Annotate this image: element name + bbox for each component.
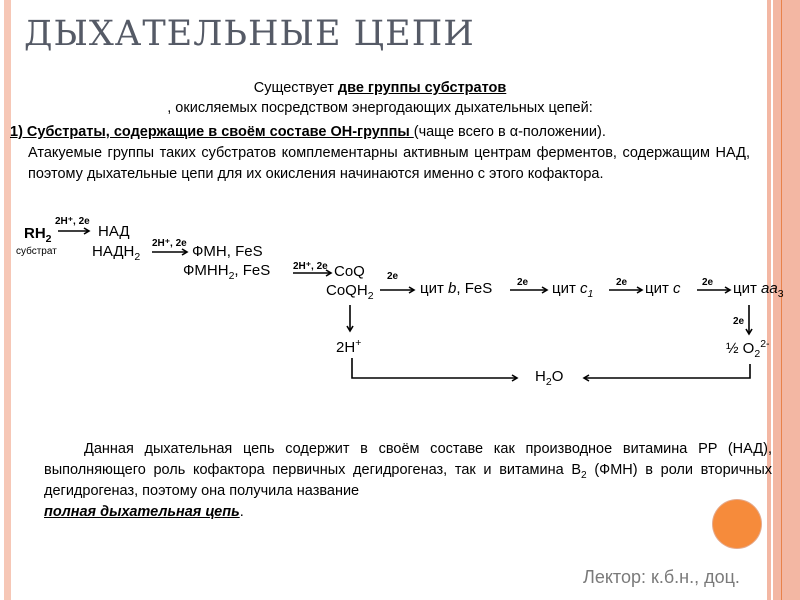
period: . — [239, 504, 244, 520]
fmnh2-fes-label: $ФМНН_2$, FeS — [183, 262, 271, 282]
step-label: 2e — [387, 271, 399, 282]
coqh2-label: CoQH$_2$ — [326, 282, 374, 302]
cyt-c1-label: цит $c_1$ — [552, 280, 594, 300]
step-label: 2H⁺, 2e — [293, 261, 328, 272]
b2-subscript: 2 — [581, 469, 587, 481]
step-label: 2H⁺, 2e — [55, 216, 90, 227]
summary-text-2: (ФМН) в роли вторичных дегидрогеназ, поэтому она получила название — [44, 462, 772, 499]
summary-paragraph — [44, 439, 772, 523]
point-1-heading: 1) Субстраты, содержащие в своём составе ОН-группы — [10, 124, 414, 140]
fmn-fes-label: ФМН, FeS — [192, 243, 263, 260]
step-label: 2e — [616, 277, 628, 288]
step-label: 2e — [733, 316, 745, 327]
h-plus-label: 2H+ — [336, 337, 362, 356]
step-label: 2e — [702, 277, 714, 288]
cyt-b-label: цит b, FeS — [420, 280, 493, 297]
cyt-c-label: цит c — [645, 280, 681, 297]
full-chain-term: полная дыхательная цепь — [44, 504, 240, 520]
intro-bold: две группы субстратов — [337, 80, 507, 96]
substrate-label: субстрат — [16, 246, 57, 257]
water-label: $H_2O$ — [535, 368, 564, 388]
o2-label: ½ $O_2^{2-}$ — [726, 338, 770, 360]
step-label: 2H⁺, 2e — [152, 238, 187, 249]
cyt-aa3-label: цит $aa_3$ — [733, 280, 784, 300]
intro-pre: Существует — [253, 80, 338, 96]
intro-post: , окисляемых посредством энергодающих дыхательных цепей: — [167, 100, 593, 116]
nad-label: НАД — [98, 223, 130, 240]
rh2-label: $RH_2$ — [24, 225, 52, 245]
lector-footer: Лектор: к.б.н., доц. — [583, 567, 740, 587]
summary-text-1: Данная дыхательная цепь содержит в своём составе как производное витамина PP (НАД), выполняющего роль кофактора первичных дегидрогеназ, так и витамина B — [44, 441, 772, 478]
point-1-heading-tail: (чаще всего в α-положении). — [413, 124, 606, 140]
coq-label: CoQ — [334, 263, 365, 280]
slide-title: ДЫХАТЕЛЬНЫЕ ЦЕПИ — [24, 14, 475, 54]
decor-circle — [713, 500, 761, 548]
nadh2-label: $НАДН_2$ — [92, 243, 141, 263]
step-label: 2e — [517, 277, 529, 288]
point-1-body: Атакуемые группы таких субстратов комплементарны активным центрам ферментов, содержащим НАД, поэтому дыхательные цепи для их окисления начинаются именно с этого кофактора. — [28, 145, 750, 182]
